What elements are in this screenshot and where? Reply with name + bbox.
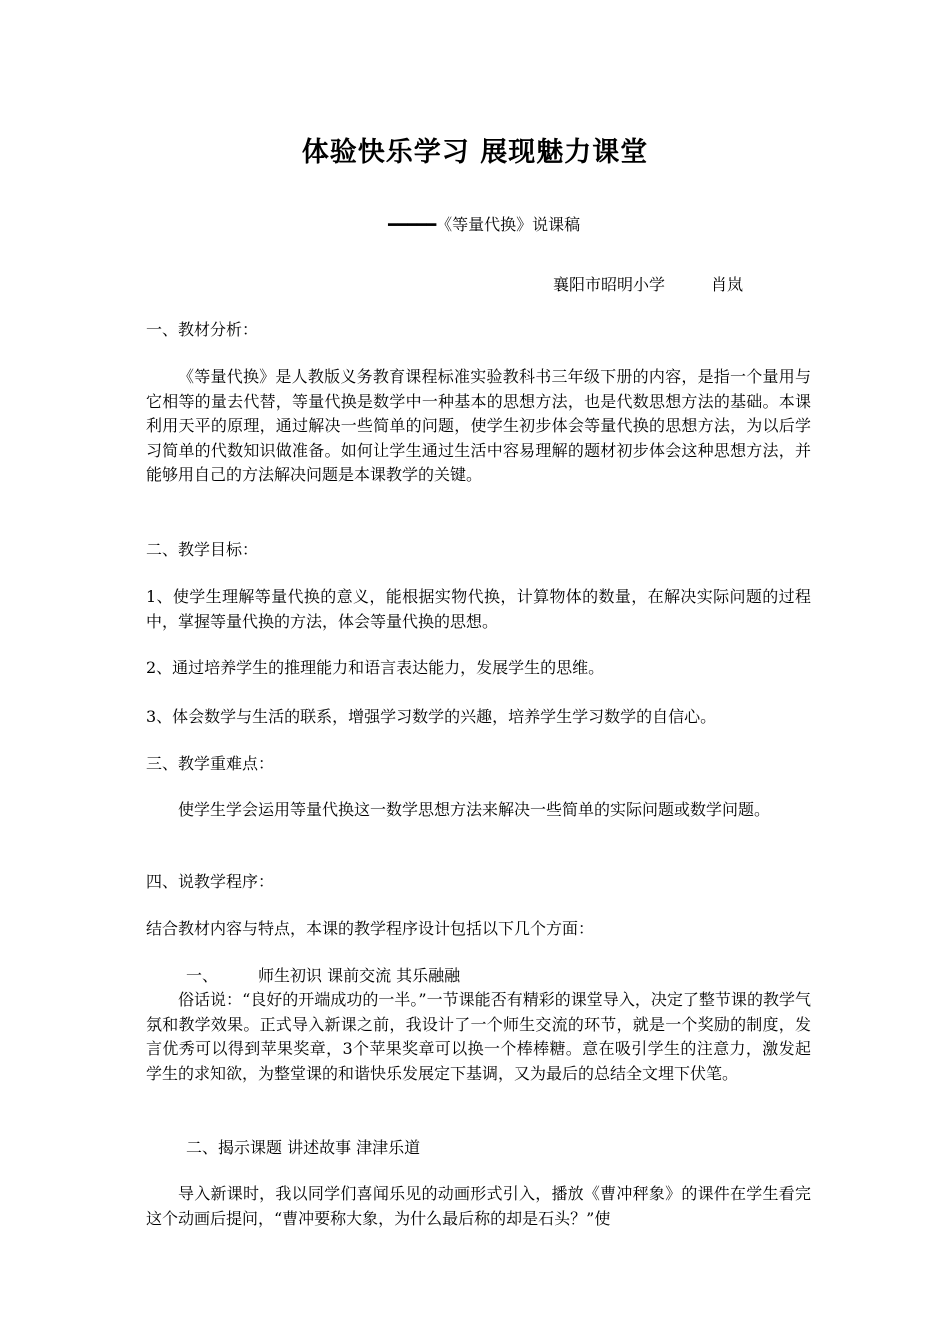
procedure-intro: 结合教材内容与特点，本课的教学程序设计包括以下几个方面： xyxy=(146,919,595,938)
goal-item-3: 3、体会数学与生活的联系，增强学习数学的兴趣，培养学生学习数学的自信心。 xyxy=(146,707,717,726)
key-points-paragraph: 使学生学会运用等量代换这一数学思想方法来解决一些简单的实际问题或数学问题。 xyxy=(178,800,771,819)
document-subtitle: ━━━━━《等量代换》说课稿 xyxy=(388,215,581,234)
step-1-paragraph: 俗话说：“良好的开端成功的一半。”一节课能否有精彩的课堂导入，决定了整节课的教学气氛和教学效果。正式导入新课之前，我设计了一个师生交流的环节，就是一个奖励的制度，发言优秀可以得到苹果奖章，3个苹果奖章可以换一个棒棒糖。意在吸引学生的注意力，激发起学生的求知欲，为整堂课的和谐快乐发展定下基调，又为最后的总结全文埋下伏笔。 xyxy=(146,990,811,1083)
section-heading-key-points: 三、教学重难点： xyxy=(146,754,275,773)
section-heading-procedure: 四、说教学程序： xyxy=(146,872,275,891)
document-title: 体验快乐学习 展现魅力课堂 xyxy=(301,137,649,168)
goal-item-1: 1、使学生理解等量代换的意义，能根据实物代换，计算物体的数量，在解决实际问题的过程中，掌握等量代换的方法，体会等量代换的思想。 xyxy=(146,587,811,631)
step-1-number: 一、 xyxy=(186,966,219,985)
step-1-title: 师生初识 课前交流 其乐融融 xyxy=(258,966,461,985)
author-name: 肖岚 xyxy=(711,275,744,294)
goal-item-2: 2、通过培养学生的推理能力和语言表达能力，发展学生的思维。 xyxy=(146,658,605,677)
materials-paragraph: 《等量代换》是人教版义务教育课程标准实验教科书三年级下册的内容，是指一个量用与它相等的量去代替，等量代换是数学中一种基本的思想方法，也是代数思想方法的基础。本课利用天平的原理，通过解决一些简单的问题，使学生初步体会等量代换的思想方法，为以后学习简单的代数知识做准备。如何让学生通过生活中容易理解的题材初步体会这种思想方法，并能够用自己的方法解决问题是本课教学的关键。 xyxy=(146,367,811,484)
step-2-paragraph: 导入新课时，我以同学们喜闻乐见的动画形式引入，播放《曹冲秤象》的课件在学生看完这个动画后提问，“曹冲要称大象，为什么最后称的却是石头？”使 xyxy=(146,1184,811,1228)
step-2-heading: 二、揭示课题 讲述故事 津津乐道 xyxy=(186,1138,421,1157)
author-line xyxy=(553,272,743,295)
author-school: 襄阳市昭明小学 xyxy=(553,275,666,294)
section-heading-goals: 二、教学目标： xyxy=(146,540,259,559)
section-heading-materials: 一、教材分析： xyxy=(146,320,259,339)
step-1-heading xyxy=(186,964,460,988)
